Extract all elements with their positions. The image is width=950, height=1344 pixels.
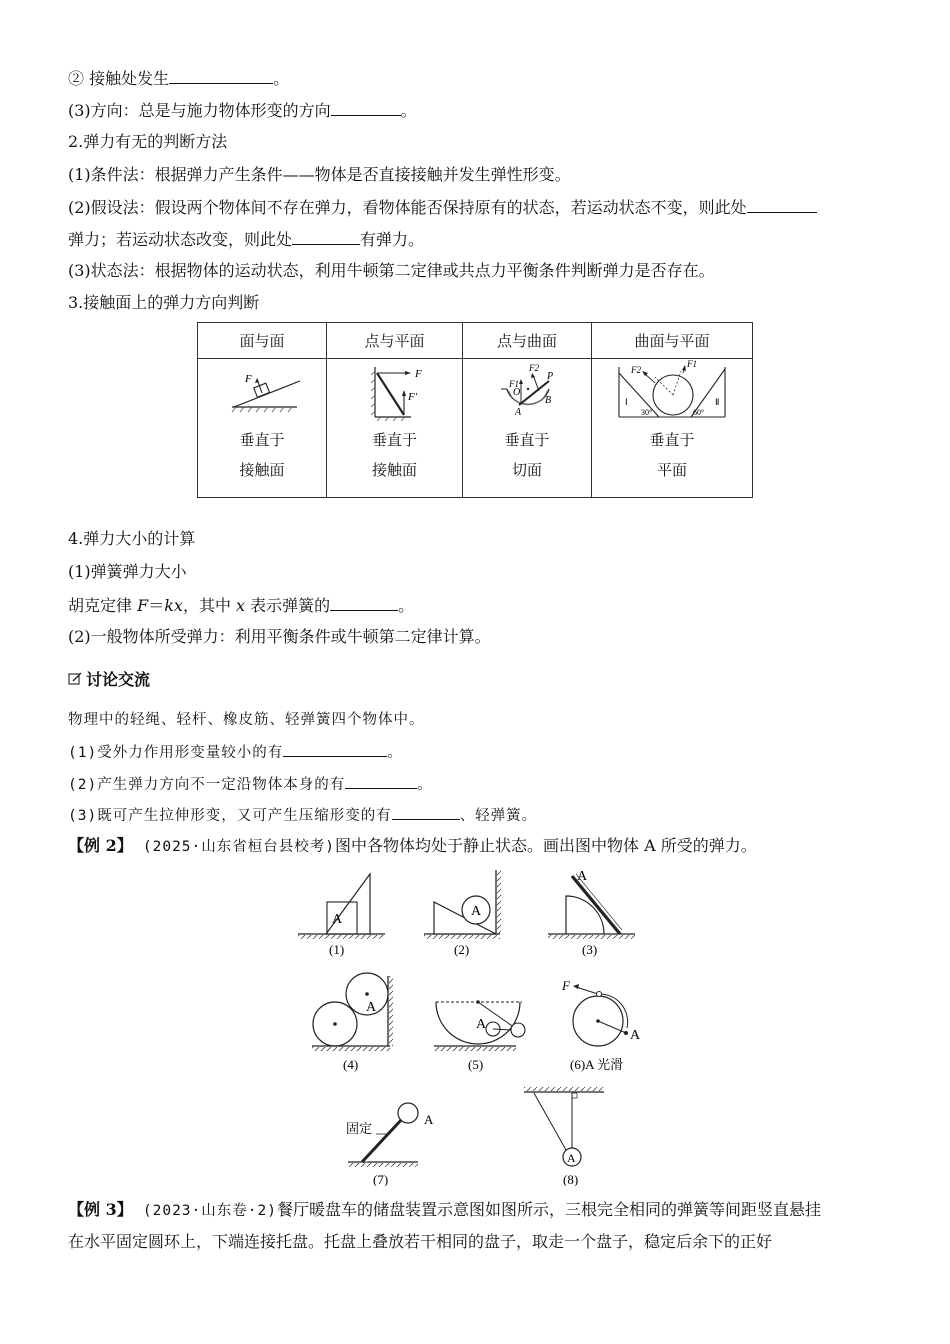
object-a-label: A bbox=[471, 904, 482, 919]
line-state-method: (3)状态法：根据物体的运动状态，利用牛顿第二定律或共点力平衡条件判断弹力是否存在。 bbox=[68, 261, 715, 280]
line-hypothesis-cont: 弹力；若运动状态改变，则此处 有弹力。 bbox=[68, 230, 425, 249]
figure-1 bbox=[298, 874, 385, 957]
object-a-label: A bbox=[476, 1017, 487, 1032]
object-a-label: A bbox=[424, 1112, 434, 1127]
angle-label: 30° bbox=[641, 408, 653, 417]
force-label: F′ bbox=[407, 391, 417, 403]
direction-table bbox=[197, 322, 753, 498]
region-label: Ⅱ bbox=[715, 397, 720, 407]
caption-line: 接触面 bbox=[239, 461, 285, 479]
figure-6 bbox=[561, 978, 641, 1072]
line-direction: (3)方向：总是与施力物体形变的方向 。 bbox=[68, 101, 417, 120]
figure-caption: (5) bbox=[468, 1057, 484, 1072]
figure-caption: (6)A 光滑 bbox=[570, 1057, 624, 1072]
caption-line: 接触面 bbox=[371, 461, 417, 479]
region-label: Ⅰ bbox=[625, 397, 628, 407]
answer-blank[interactable] bbox=[330, 594, 398, 611]
example2-figures bbox=[290, 866, 650, 1186]
discussion-heading: 讨论交流 bbox=[68, 669, 150, 691]
figure-2 bbox=[424, 870, 501, 957]
force-label: F2 bbox=[631, 365, 641, 375]
answer-blank[interactable] bbox=[169, 67, 273, 84]
heading-magnitude: 4.弹力大小的计算 bbox=[68, 529, 196, 548]
figure-caption: (3) bbox=[582, 942, 598, 957]
figure-caption: (8) bbox=[563, 1172, 579, 1186]
angle-label: 60° bbox=[693, 408, 705, 417]
point-label: A bbox=[515, 407, 522, 418]
caption-line: 垂直于 bbox=[371, 431, 417, 449]
object-a-label: A bbox=[366, 1000, 377, 1015]
table-header: 面与面 bbox=[198, 323, 327, 359]
object-a-label: A bbox=[332, 912, 343, 927]
caption-line: 垂直于 bbox=[649, 431, 695, 449]
answer-blank[interactable] bbox=[292, 228, 360, 245]
table-header: 曲面与平面 bbox=[592, 323, 753, 359]
point-plane-figure bbox=[335, 359, 455, 421]
table-header: 点与平面 bbox=[327, 323, 463, 359]
table-header: 点与曲面 bbox=[463, 323, 592, 359]
point-label: O bbox=[513, 387, 521, 398]
line-general-force: (2)一般物体所受弹力：利用平衡条件或牛顿第二定律计算。 bbox=[68, 627, 491, 646]
curve-plane-figure bbox=[597, 359, 747, 421]
example3-statement: 【例 3】 (2023·山东卷·2)餐厅暖盘车的储盘装置示意图如图所示，三根完全相同的弹簧等间距竖直悬挂 bbox=[68, 1200, 821, 1219]
line-spring-force: (1)弹簧弹力大小 bbox=[68, 562, 187, 581]
discussion-q2: (2)产生弹力方向不一定沿物体本身的有 。 bbox=[68, 772, 433, 796]
table-cell bbox=[198, 359, 327, 498]
caption-line: 切面 bbox=[511, 461, 542, 479]
line-hooke-law: 胡克定律 F＝kx，其中 x 表示弹簧的 。 bbox=[68, 596, 415, 615]
pencil-square-icon bbox=[68, 672, 82, 686]
heading-direction: 3.接触面上的弹力方向判断 bbox=[68, 293, 260, 312]
discussion-q1: (1)受外力作用形变量较小的有 。 bbox=[68, 740, 403, 764]
discussion-intro: 物理中的轻绳、轻杆、橡皮筋、轻弹簧四个物体中。 bbox=[68, 712, 425, 728]
fixed-label: 固定 bbox=[346, 1121, 373, 1136]
object-a-label: A bbox=[577, 869, 588, 884]
point-label: P bbox=[547, 371, 554, 382]
heading-judgement: 2.弹力有无的判断方法 bbox=[68, 132, 228, 151]
figure-caption: (2) bbox=[454, 942, 470, 957]
figure-4 bbox=[312, 973, 393, 1072]
force-f-label: F bbox=[562, 978, 570, 993]
answer-blank[interactable] bbox=[345, 772, 417, 789]
force-label: F1 bbox=[687, 359, 697, 369]
line-contact: ② 接触处发生 。 bbox=[68, 69, 290, 88]
caption-line: 垂直于 bbox=[239, 431, 285, 449]
answer-blank[interactable] bbox=[392, 803, 460, 820]
table-cell bbox=[463, 359, 592, 498]
line-condition-method: (1)条件法：根据弹力产生条件——物体是否直接接触并发生弹性形变。 bbox=[68, 165, 571, 184]
figure-5 bbox=[434, 1000, 525, 1072]
caption-line: 平面 bbox=[656, 461, 687, 479]
force-label: F2 bbox=[529, 363, 539, 373]
figure-caption: (7) bbox=[373, 1172, 389, 1186]
answer-blank[interactable] bbox=[331, 99, 401, 116]
table-cell bbox=[327, 359, 463, 498]
example3-statement-cont: 在水平固定圆环上，下端连接托盘。托盘上叠放若干相同的盘子，取走一个盘子，稳定后余下的正好 bbox=[68, 1232, 773, 1251]
line-hypothesis-method: (2)假设法：假设两个物体间不存在弹力，看物体能否保持原有的状态，若运动状态不变，则此处 bbox=[68, 196, 817, 219]
example2-statement: 【例 2】 (2025·山东省桓台县校考)图中各物体均处于静止状态。画出图中物体 A 所受的弹力。 bbox=[68, 836, 757, 855]
surface-surface-figure bbox=[202, 359, 322, 421]
figure-8 bbox=[524, 1087, 604, 1186]
point-label: B bbox=[545, 395, 552, 406]
figure-7 bbox=[346, 1103, 434, 1186]
answer-blank[interactable] bbox=[283, 740, 387, 757]
figure-3 bbox=[548, 869, 635, 957]
figure-caption: (4) bbox=[343, 1057, 359, 1072]
force-label: F bbox=[414, 368, 422, 380]
answer-blank[interactable] bbox=[747, 196, 817, 213]
caption-line: 垂直于 bbox=[504, 431, 550, 449]
force-label: F1 bbox=[509, 379, 519, 389]
table-cell bbox=[592, 359, 753, 498]
object-a-label: A bbox=[630, 1028, 641, 1043]
discussion-q3: (3)既可产生拉伸形变，又可产生压缩形变的有 、轻弹簧。 bbox=[68, 803, 537, 827]
figure-caption: (1) bbox=[329, 942, 345, 957]
point-curve-figure bbox=[467, 359, 587, 421]
force-label: F bbox=[245, 373, 252, 385]
object-a-label: A bbox=[567, 1151, 576, 1165]
